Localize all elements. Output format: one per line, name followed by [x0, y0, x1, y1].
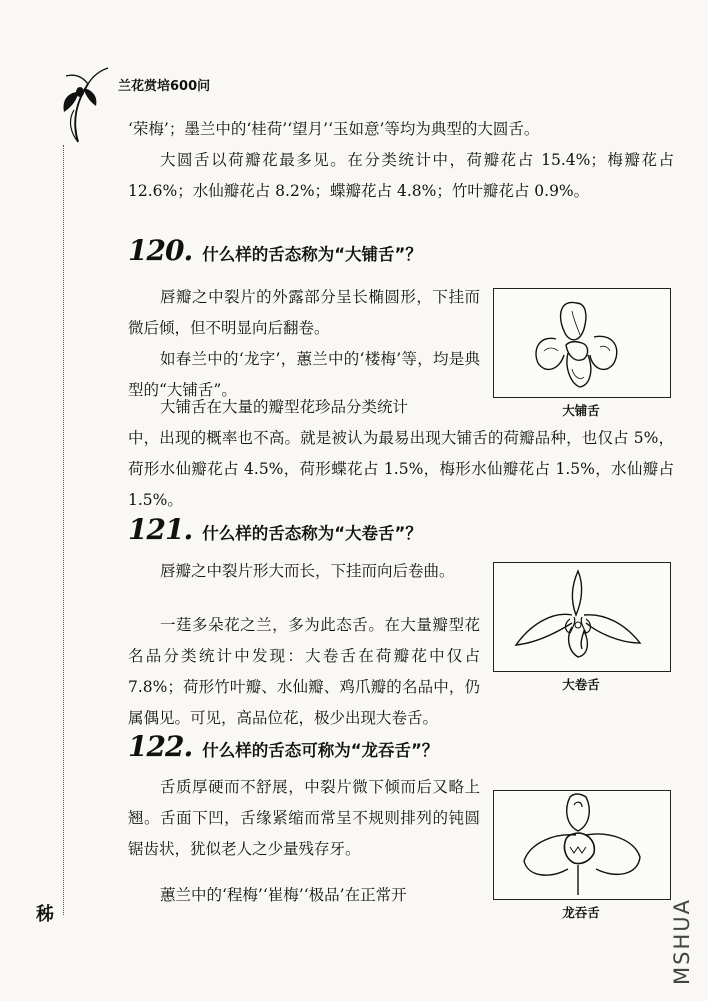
orchid-ornament-icon [58, 62, 110, 150]
big-curled-lip-illustration [494, 563, 670, 671]
section-heading-122 [128, 730, 438, 763]
margin-dotted-line [63, 145, 64, 915]
section-120-paragraph-1: 唇瓣之中裂片的外露部分呈长椭圆形，下挂而微后倾，但不明显向后翻卷。 [128, 288, 480, 337]
question-number: 121. [128, 513, 193, 546]
section-122-paragraph-1: 舌质厚硬而不舒展，中裂片微下倾而后又略上翘。舌面下凹，舌缘紧缩而常呈不规则排列的钝圆锯齿状，犹似老人之少量残存牙。 [128, 778, 480, 858]
question-title: 什么样的舌态称为“大卷舌”？ [202, 524, 422, 543]
section-121-paragraph-2: 一莛多朵花之兰，多为此态舌。在大量瓣型花名品分类统计中发现：大卷舌在荷瓣花中仅占 7.8%；荷形竹叶瓣、水仙瓣、鸡爪瓣的名品中，仍属偶见。可见，高品位花，极少出现大卷舌。 [128, 616, 480, 727]
figure-caption: 大铺舌 [562, 403, 600, 418]
section-120-paragraph-3a: 大铺舌在大量的瓣型花珍品分类统计 [160, 398, 409, 416]
figure-big-curled-lip [493, 562, 671, 672]
question-number: 122. [128, 730, 193, 763]
section-heading-121 [128, 513, 422, 546]
figure-dragon-swallow-lip [493, 790, 671, 900]
intro-paragraph-2: 大圆舌以荷瓣花最多见。在分类统计中，荷瓣花占 15.4%；梅瓣花占 12.6%；水仙瓣花占 8.2%；蝶瓣花占 4.8%；竹叶瓣花占 0.9%。 [128, 151, 674, 200]
section-120-paragraph-3b: 中，出现的概率也不高。就是被认为最易出现大铺舌的荷瓣品种，也仅占 5%，荷形水仙瓣花占 4.5%，荷形蝶花占 1.5%，梅形水仙瓣花占 1.5%，水仙瓣占 1.5%。 [128, 429, 674, 509]
figure-caption: 大卷舌 [562, 677, 600, 692]
question-title: 什么样的舌态可称为“龙吞舌”？ [202, 741, 439, 760]
watermark: MSHUA [670, 898, 694, 985]
section-heading-120 [128, 234, 422, 267]
running-header: 兰花赏培600问 [118, 79, 211, 94]
figure-caption: 龙吞舌 [562, 905, 600, 920]
question-number: 120. [128, 234, 193, 267]
figure-big-spread-lip [493, 288, 671, 398]
big-spread-lip-illustration [494, 289, 670, 397]
intro-paragraph-1: ‘荣梅’；墨兰中的‘桂荷’‘望月’‘玉如意’等均为典型的大圆舌。 [128, 120, 540, 138]
section-120-paragraph-2: 如春兰中的‘龙字’，蕙兰中的‘楼梅’等，均是典型的“大铺舌”。 [128, 350, 480, 399]
dragon-swallow-lip-illustration [494, 791, 670, 899]
question-title: 什么样的舌态称为“大铺舌”？ [202, 245, 422, 264]
margin-page-mark: 秭 [36, 904, 54, 925]
section-121-paragraph-1: 唇瓣之中裂片形大而长，下挂而向后卷曲。 [160, 562, 455, 580]
section-122-paragraph-2: 蕙兰中的‘程梅’‘崔梅’‘极品’在正常开 [160, 886, 407, 904]
